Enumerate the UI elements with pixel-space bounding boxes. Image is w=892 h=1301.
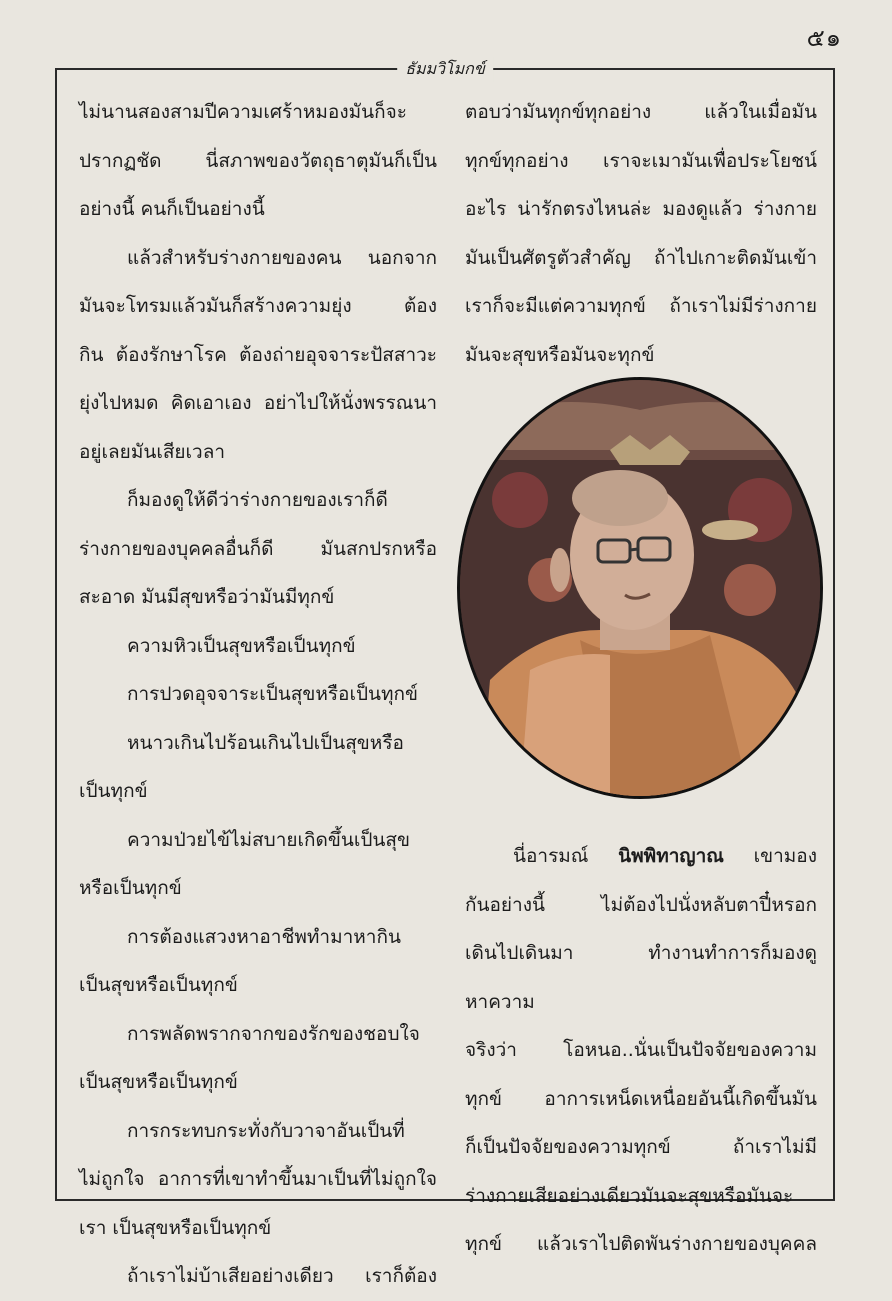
text-line: ร่างกายของบุคคลอื่นก็ดี มันสกปรกหรือ	[79, 537, 437, 560]
text-line: ตอบว่ามันทุกข์ทุกอย่าง แล้วในเมื่อมัน	[465, 101, 817, 123]
monk-portrait-photo	[457, 377, 823, 799]
text-line: ก็เป็นปัจจัยของความทุกข์ ถ้าเราไม่มี	[465, 1136, 817, 1158]
text-line: การพลัดพรากจากของรักของชอบใจ	[127, 1022, 420, 1045]
text-line: ไม่นานสองสามปีความเศร้าหมองมันก็จะ	[79, 101, 407, 123]
text-line: การต้องแสวงหาอาชีพทำมาหากิน	[127, 925, 401, 948]
text-line: มันเป็นศัตรูตัวสำคัญ ถ้าไปเกาะติดมันเข้า	[465, 246, 817, 269]
page-number: ๕๑	[806, 24, 842, 52]
text-line: กิน ต้องรักษาโรค ต้องถ่ายอุจจาระปัสสาวะ	[79, 343, 437, 366]
text-line: ร่างกายเสียอย่างเดียวมันจะสุขหรือมันจะ	[465, 1184, 794, 1207]
text-line: สะอาด มันมีสุขหรือว่ามันมีทุกข์	[79, 586, 335, 608]
text-line: การกระทบกระทั่งกับวาจาอันเป็นที่	[127, 1119, 405, 1142]
text-line: หรือเป็นทุกข์	[79, 877, 182, 899]
left-column	[79, 88, 437, 1301]
right-column-top	[465, 88, 817, 379]
text-line: อยู่เลยมันเสียเวลา	[79, 440, 226, 463]
text-line: ไม่ถูกใจ อาการที่เขาทำขึ้นมาเป็นที่ไม่ถูกใจ	[79, 1168, 437, 1190]
text-line: ทุกข์ แล้วเราไปติดพันร่างกายของบุคคล	[465, 1233, 817, 1255]
text-line: ยุ่งไปหมด คิดเอาเอง อย่าไปให้นั่งพรรณนา	[79, 392, 437, 414]
text-line: เป็นสุขหรือเป็นทุกข์	[79, 1071, 238, 1093]
text-line: ก็มองดูให้ดีว่าร่างกายของเราก็ดี	[127, 489, 388, 511]
text-line: ทุกข์ทุกอย่าง เราจะเมามันเพื่อประโยชน์	[465, 149, 817, 172]
running-header: ธัมมวิโมกข์	[397, 57, 493, 82]
text-line: ความป่วยไข้ไม่สบายเกิดขึ้นเป็นสุข	[127, 828, 410, 851]
text-line: กันอย่างนี้ ไม่ต้องไปนั่งหลับตาปี๋หรอก	[465, 893, 817, 916]
right-column-bottom	[465, 832, 817, 1269]
text-line: เดินไปเดินมา ทำงานทำการก็มองดูหาความ	[465, 942, 817, 1013]
text-line: จริงว่า โอหนอ..นั่นเป็นปัจจัยของความ	[465, 1039, 817, 1061]
text-line: แล้วสำหรับร่างกายของคน นอกจาก	[127, 246, 437, 269]
text-line: ทุกข์ อาการเหน็ดเหนื่อยอันนี้เกิดขึ้นมัน	[465, 1087, 817, 1110]
text-line: เป็นสุขหรือเป็นทุกข์	[79, 974, 238, 996]
text-line	[465, 832, 817, 881]
text-line: เราก็จะมีแต่ความทุกข์ ถ้าเราไม่มีร่างกาย	[465, 295, 817, 317]
text-line: มันจะโทรมแล้วมันก็สร้างความยุ่ง ต้อง	[79, 295, 437, 317]
text-line: เป็นทุกข์	[79, 780, 148, 802]
text-span: นี่อารมณ์	[513, 845, 619, 867]
text-line: ความหิวเป็นสุขหรือเป็นทุกข์	[127, 634, 356, 657]
text-line: หนาวเกินไปร้อนเกินไปเป็นสุขหรือ	[127, 731, 404, 754]
text-line: เรา เป็นสุขหรือเป็นทุกข์	[79, 1216, 272, 1239]
page-frame	[55, 59, 835, 1287]
text-line: ปรากฏชัด นี่สภาพของวัตถุธาตุมันก็เป็น	[79, 149, 437, 172]
text-line: การปวดอุจจาระเป็นสุขหรือเป็นทุกข์	[127, 683, 419, 705]
text-line: มันจะสุขหรือมันจะทุกข์	[465, 343, 655, 366]
portrait-illustration	[460, 380, 820, 796]
text-line: ถ้าเราไม่บ้าเสียอย่างเดียว เราก็ต้อง	[127, 1265, 437, 1287]
text-span: เขามอง	[723, 845, 817, 867]
text-line: อย่างนี้ คนก็เป็นอย่างนี้	[79, 198, 265, 220]
bold-term: นิพพิทาญาณ	[618, 845, 724, 867]
text-line: อะไร น่ารักตรงไหนล่ะ มองดูแล้ว ร่างกาย	[465, 198, 817, 220]
